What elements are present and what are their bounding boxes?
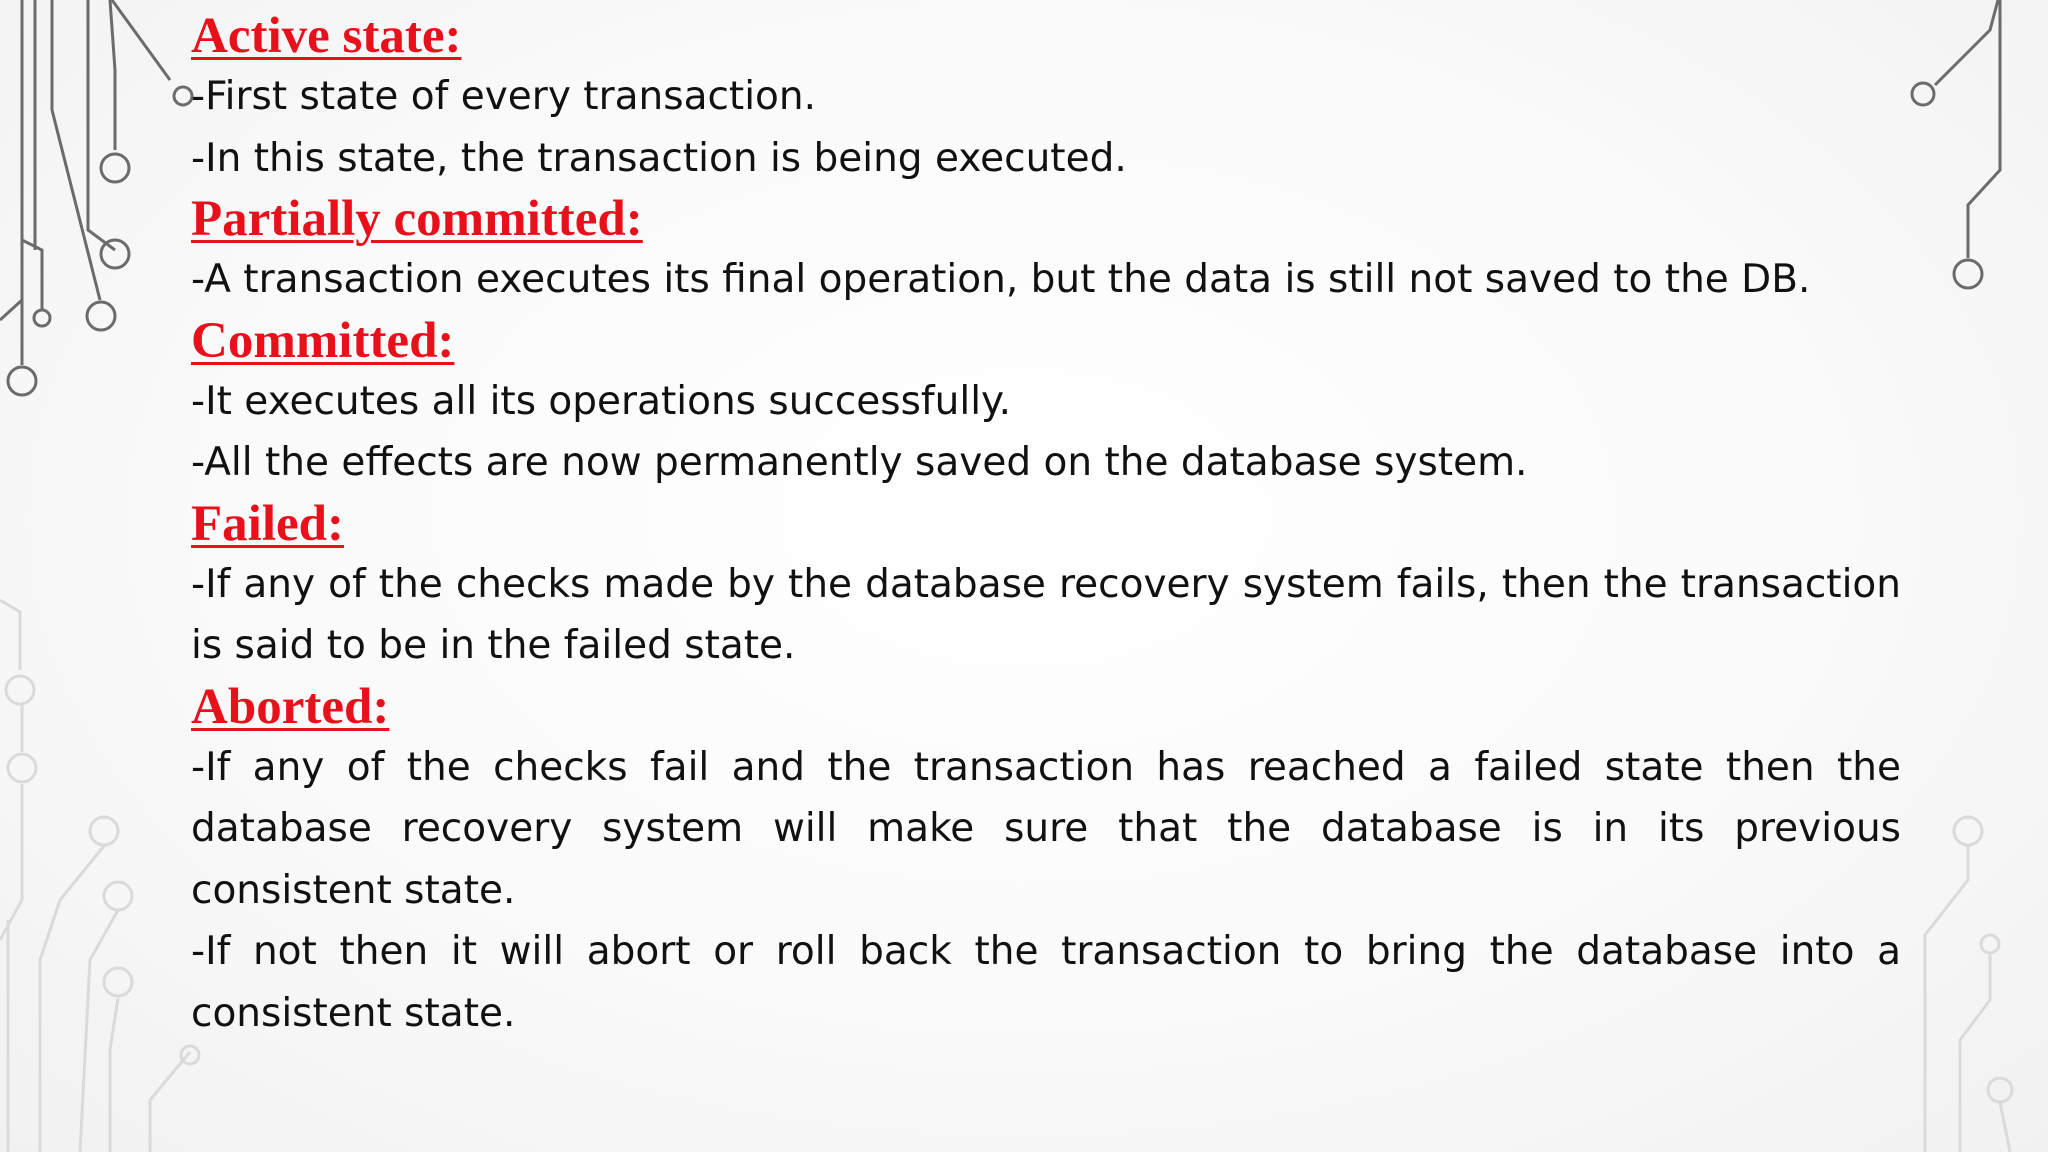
- section-active-state: [191, 6, 1901, 189]
- body-line: -All the effects are now permanently saved on the database system.: [191, 440, 1528, 485]
- body-paragraph: -If any of the checks fail and the transaction has reached a failed state then the database recovery system will make sure that the database is in its previous consistent state.: [191, 744, 1901, 913]
- heading-aborted: Aborted:: [191, 678, 390, 735]
- section-failed: [191, 494, 1901, 677]
- body-paragraph: -If not then it will abort or roll back the transaction to bring the database into a consistent state.: [191, 929, 1901, 1036]
- body-line: -It executes all its operations successfully.: [191, 378, 1011, 424]
- section-aborted: [191, 677, 1901, 1045]
- heading-failed: Failed:: [191, 495, 344, 552]
- slide-content: [191, 6, 1901, 1044]
- body-line: -In this state, the transaction is being executed.: [191, 135, 1127, 181]
- section-partially-committed: [191, 189, 1901, 311]
- body-line: -First state of every transaction.: [191, 74, 817, 119]
- body-line: -A transaction executes its final operation, but the data is still not saved to the DB.: [191, 257, 1811, 302]
- heading-partially-committed: Partially committed:: [191, 191, 643, 247]
- heading-active-state: Active state:: [191, 8, 462, 64]
- section-committed: [191, 311, 1901, 494]
- heading-committed: Committed:: [191, 312, 455, 369]
- body-paragraph: -If any of the checks made by the database recovery system fails, then the transaction is said to be in the failed state.: [191, 561, 1901, 668]
